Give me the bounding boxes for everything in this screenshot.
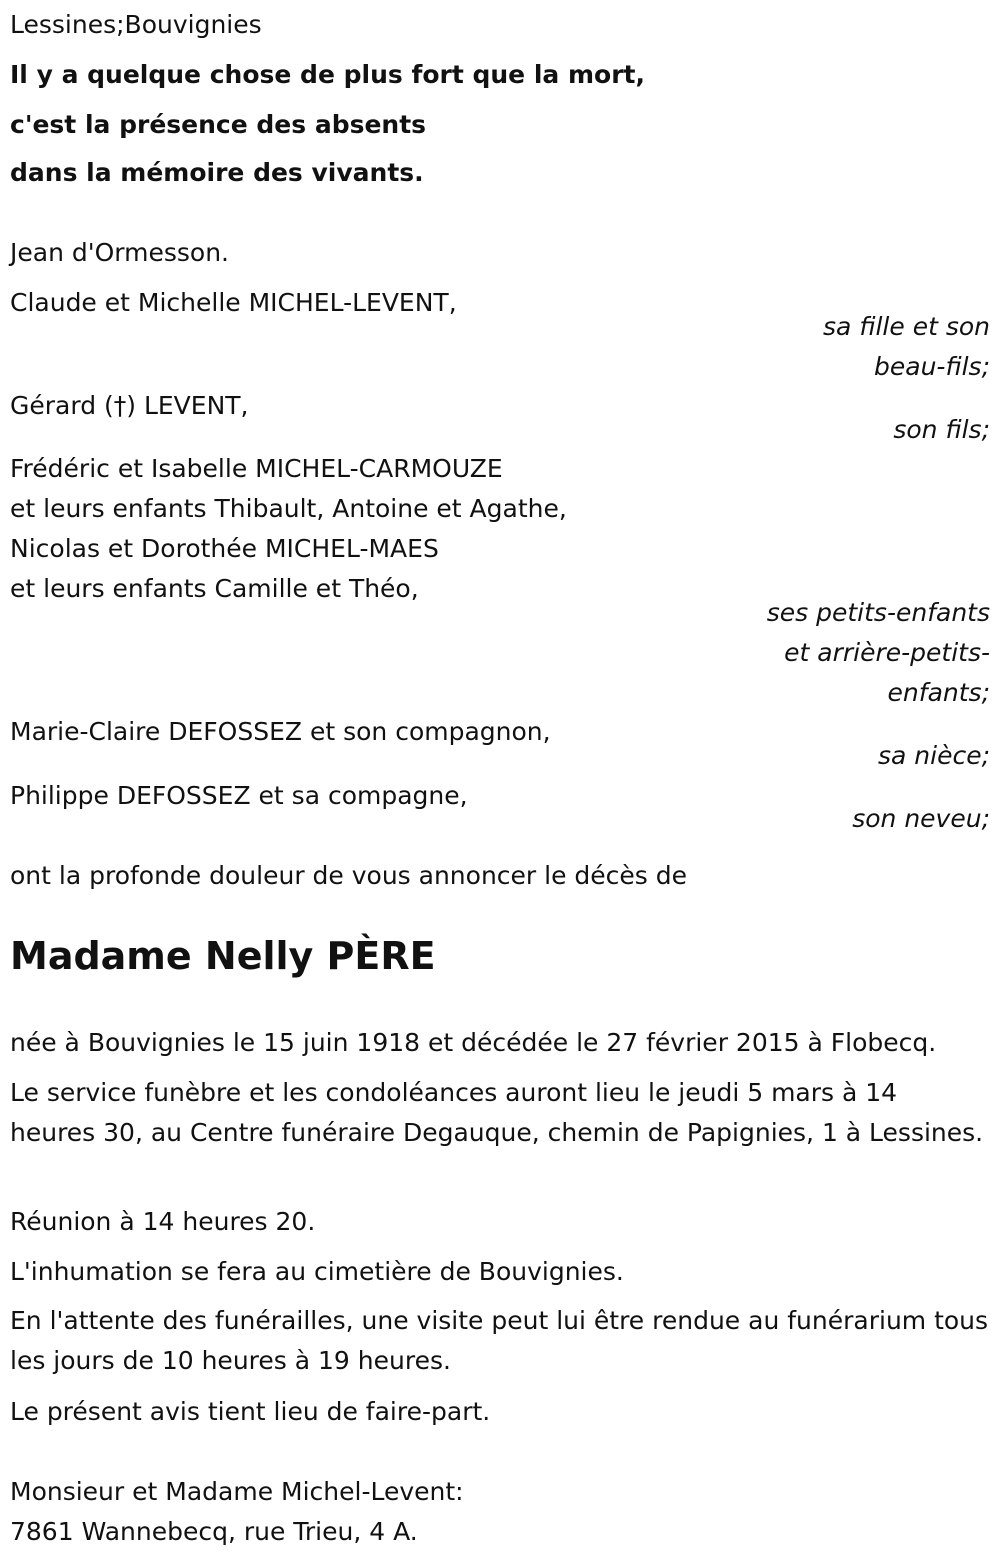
detail-burial: L'inhumation se fera au cimetière de Bouvignies.: [10, 1257, 624, 1286]
deceased-name: Madame Nelly PÈRE: [10, 934, 436, 978]
family-relation-1a: sa fille et son: [823, 312, 990, 341]
family-names-3b: et leurs enfants Thibault, Antoine et Agathe,: [10, 494, 567, 523]
family-names-5: Philippe DEFOSSEZ et sa compagne,: [10, 781, 468, 810]
family-names-3c: Nicolas et Dorothée MICHEL-MAES: [10, 534, 439, 563]
family-relation-2: son fils;: [893, 415, 990, 444]
family-relation-5: son neveu;: [852, 804, 990, 833]
contact-name: Monsieur et Madame Michel-Levent:: [10, 1477, 464, 1506]
family-relation-3b: et arrière-petits-: [784, 638, 990, 667]
quote-line-2: c'est la présence des absents: [10, 110, 427, 139]
family-names-3a: Frédéric et Isabelle MICHEL-CARMOUZE: [10, 454, 503, 483]
detail-faire-part: Le présent avis tient lieu de faire-part.: [10, 1397, 491, 1426]
family-names-2: Gérard (†) LEVENT,: [10, 391, 249, 420]
family-relation-3c: enfants;: [887, 678, 990, 707]
family-relation-1b: beau-fils;: [874, 352, 990, 381]
location-header: Lessines;Bouvignies: [10, 10, 262, 39]
detail-service: Le service funèbre et les condoléances auront lieu le jeudi 5 mars à 14 heures 30, au Centre funéraire Degauque, chemin de Papignies, 1 à Lessines.: [10, 1078, 984, 1147]
quote-author: Jean d'Ormesson.: [10, 238, 229, 267]
detail-visit: En l'attente des funérailles, une visite peut lui être rendue au funérarium tous les jours de 10 heures à 19 heures.: [10, 1306, 989, 1375]
announcement-text: ont la profonde douleur de vous annoncer le décès de: [10, 861, 688, 890]
quote-line-1: Il y a quelque chose de plus fort que la mort,: [10, 60, 645, 89]
family-names-3d: et leurs enfants Camille et Théo,: [10, 574, 419, 603]
family-relation-3a: ses petits-enfants: [766, 598, 990, 627]
contact-address: 7861 Wannebecq, rue Trieu, 4 A.: [10, 1517, 418, 1546]
detail-reunion: Réunion à 14 heures 20.: [10, 1207, 316, 1236]
detail-birth-death: née à Bouvignies le 15 juin 1918 et décédée le 27 février 2015 à Flobecq.: [10, 1028, 937, 1057]
quote-line-3: dans la mémoire des vivants.: [10, 158, 424, 187]
family-relation-4: sa nièce;: [877, 741, 990, 770]
family-names-1: Claude et Michelle MICHEL-LEVENT,: [10, 288, 457, 317]
family-names-4: Marie-Claire DEFOSSEZ et son compagnon,: [10, 717, 551, 746]
